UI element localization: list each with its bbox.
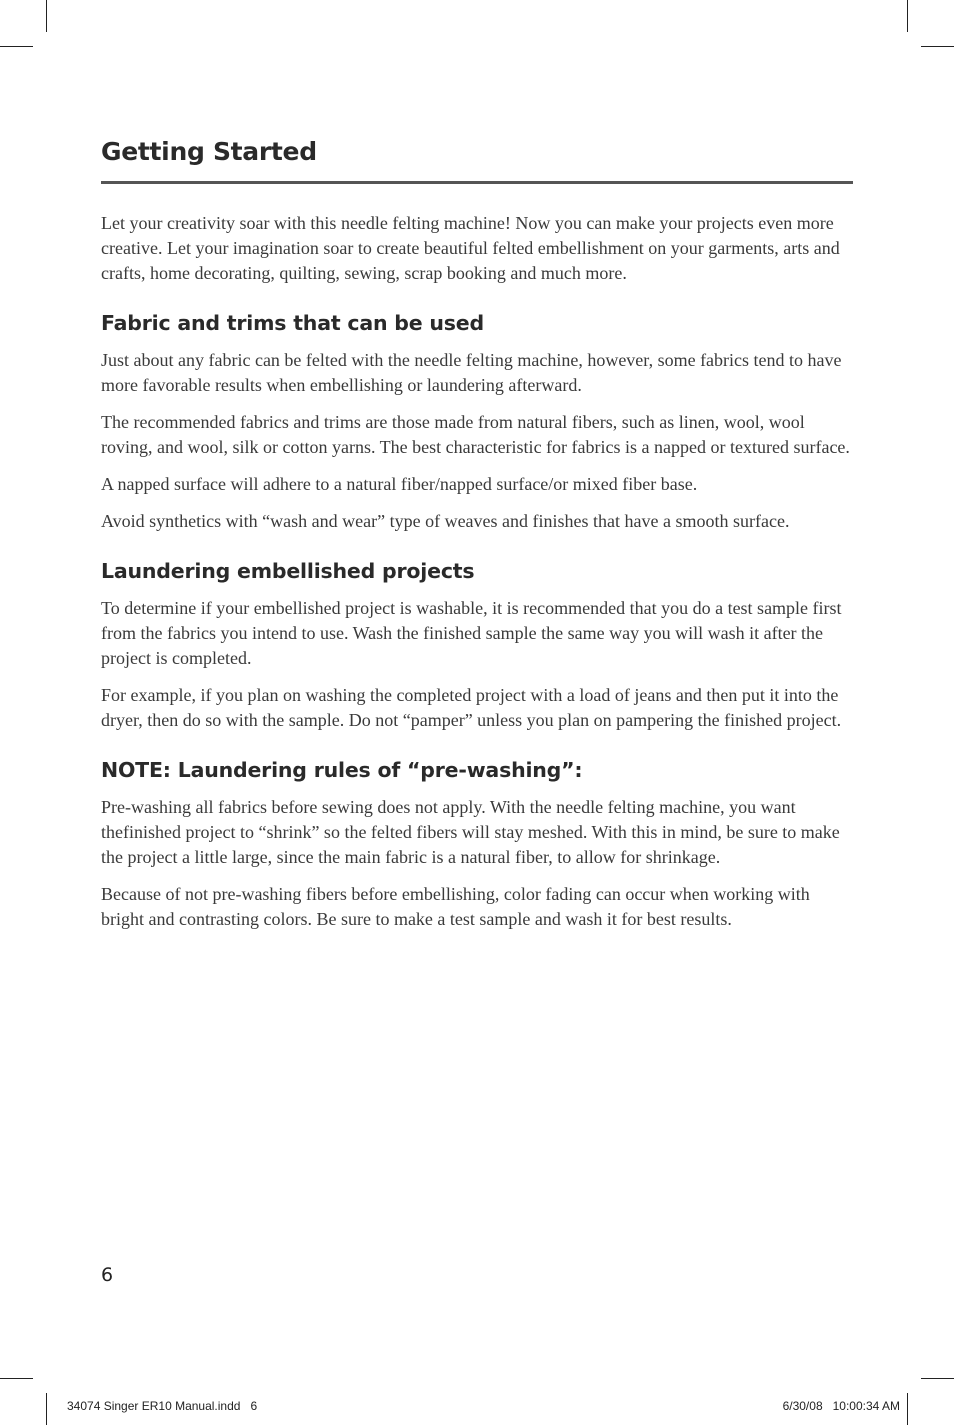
title-rule xyxy=(101,137,853,184)
crop-mark-top-right-vertical xyxy=(907,0,908,32)
paragraph: Pre-washing all fabrics before sewing does not apply. With the needle felting machine, you want thefinished project to “shrink” so the felted fibers will stay meshed. With this in mind, be sure to make the project a little large, since the main fabric is a natural fiber, to allow for shrinkage. xyxy=(101,797,840,867)
paragraph: A napped surface will adhere to a natural fiber/napped surface/or mixed fiber base. xyxy=(101,474,698,494)
crop-mark-bottom-right-horizontal xyxy=(921,1378,954,1379)
section-fabric-trims xyxy=(101,310,853,534)
section-heading: Fabric and trims that can be used xyxy=(101,311,484,335)
paragraph: Just about any fabric can be felted with the needle felting machine, however, some fabrics tend to have more favorable results when embellishing or laundering afterward. xyxy=(101,350,842,395)
section-heading: Laundering embellished projects xyxy=(101,559,475,583)
section-laundering xyxy=(101,558,853,733)
crop-mark-bottom-right-vertical xyxy=(907,1393,908,1425)
paragraph: Because of not pre-washing fibers before embellishing, color fading can occur when working with bright and contrasting colors. Be sure to make a test sample and wash it for best results. xyxy=(101,884,810,929)
intro-paragraph: Let your creativity soar with this needle felting machine! Now you can make your projects even more creative. Let your imagination soar to create beautiful felted embellishment on your garments, arts and crafts, home decorating, quilting, sewing, scrap booking and much more. xyxy=(101,213,840,283)
paragraph: Avoid synthetics with “wash and wear” type of weaves and finishes that have a smooth surface. xyxy=(101,511,790,531)
crop-mark-top-right-horizontal xyxy=(921,46,954,47)
print-slug-filename: 34074 Singer ER10 Manual.indd 6 xyxy=(67,1399,258,1413)
print-slug-timestamp: 6/30/08 10:00:34 AM xyxy=(782,1399,900,1413)
page-title: Getting Started xyxy=(101,137,317,167)
paragraph: To determine if your embellished project is washable, it is recommended that you do a test sample first from the fabrics you intend to use. Wash the finished sample the same way you will wash it after the project is completed. xyxy=(101,598,842,668)
paragraph: The recommended fabrics and trims are those made from natural fibers, such as linen, wool, wool roving, and wool, silk or cotton yarns. The best characteristic for fabrics is a napped or textured surface. xyxy=(101,412,850,457)
section-note-prewashing xyxy=(101,757,853,932)
crop-mark-top-left-vertical xyxy=(46,0,47,32)
page-number: 6 xyxy=(101,1264,114,1286)
crop-mark-bottom-left-vertical xyxy=(46,1393,47,1425)
crop-mark-bottom-left-horizontal xyxy=(0,1378,33,1379)
paragraph: For example, if you plan on washing the completed project with a load of jeans and then put it into the dryer, then do so with the sample. Do not “pamper” unless you plan on pampering the finished project. xyxy=(101,685,842,730)
crop-mark-top-left-horizontal xyxy=(0,46,33,47)
page-content xyxy=(101,137,853,944)
section-heading: NOTE: Laundering rules of “pre-washing”: xyxy=(101,758,583,782)
